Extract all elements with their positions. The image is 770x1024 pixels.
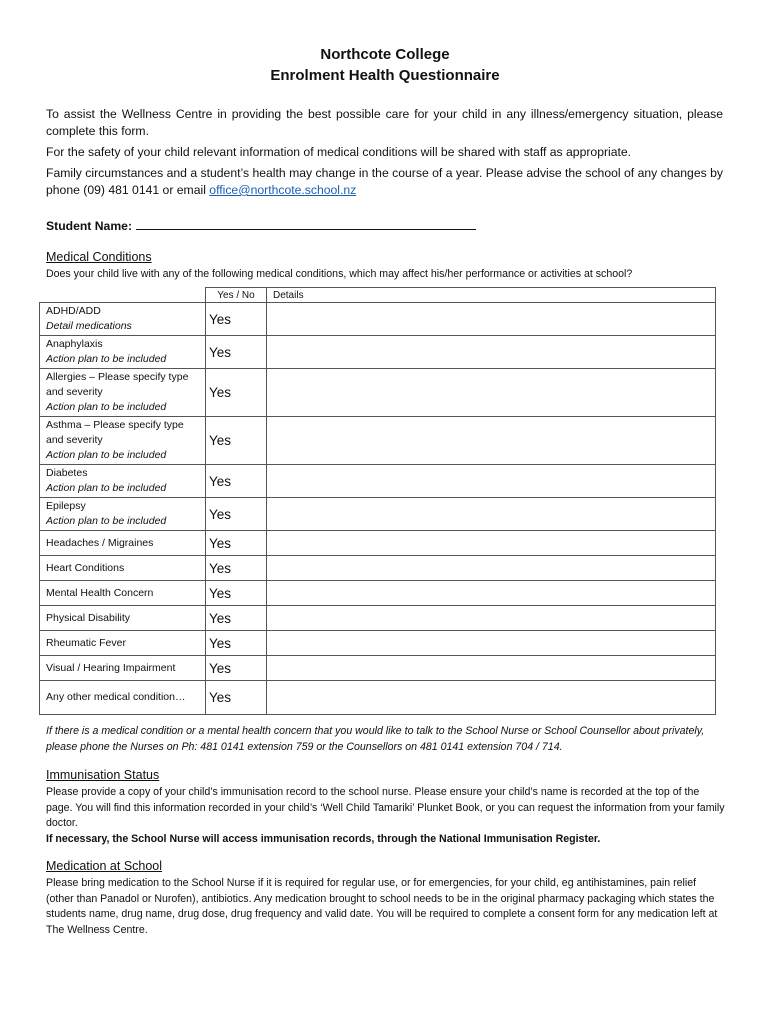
- condition-label: Anaphylaxis: [46, 338, 103, 350]
- condition-label: Allergies – Please specify type and severity: [46, 371, 189, 398]
- condition-label: Diabetes: [46, 467, 88, 479]
- condition-label: Any other medical condition…: [46, 691, 186, 703]
- immunisation-body: Please provide a copy of your child’s immunisation record to the school nurse. Please ensure your child’s name is recorded at the top of the page. You will find this information recorded in your child’s ‘Well Child Tamariki’ Plunket Book, or you can request the information from your family doctor.: [46, 786, 725, 829]
- condition-details-field[interactable]: [267, 631, 716, 656]
- intro-paragraph-2: For the safety of your child relevant information of medical conditions will be shared with staff as appropriate.: [46, 145, 632, 159]
- header-details: Details: [267, 288, 716, 303]
- immunisation-bold-note: If necessary, the School Nurse will access immunisation records, through the National Immunisation Register.: [46, 832, 601, 845]
- condition-details-field[interactable]: [267, 606, 716, 631]
- condition-details-field[interactable]: [267, 531, 716, 556]
- condition-row: [40, 417, 716, 465]
- condition-label-cell: [40, 417, 206, 465]
- condition-answer-field[interactable]: Yes: [206, 303, 267, 336]
- condition-label-cell: [40, 336, 206, 369]
- condition-details-field[interactable]: [267, 303, 716, 336]
- condition-row: [40, 531, 716, 556]
- condition-details-field[interactable]: [267, 417, 716, 465]
- condition-details-field[interactable]: [267, 498, 716, 531]
- condition-label-cell: [40, 303, 206, 336]
- condition-label: Mental Health Concern: [46, 586, 154, 599]
- email-link[interactable]: office@northcote.school.nz: [209, 183, 357, 197]
- condition-answer-field[interactable]: Yes: [206, 369, 267, 417]
- condition-note: Detail medications: [46, 320, 132, 332]
- condition-row: [40, 631, 716, 656]
- condition-label: Headaches / Migraines: [46, 536, 154, 549]
- immunisation-text: [46, 785, 726, 847]
- condition-row: [40, 498, 716, 531]
- header-blank: [40, 288, 206, 303]
- student-name-line[interactable]: [136, 218, 476, 230]
- condition-label-cell: [40, 556, 206, 581]
- condition-details-field[interactable]: [267, 656, 716, 681]
- medical-conditions-question: Does your child live with any of the following medical conditions, which may affect his/her performance or activities at school?: [46, 268, 633, 280]
- condition-label: Physical Disability: [46, 611, 131, 624]
- condition-note: Action plan to be included: [46, 482, 167, 494]
- condition-row: [40, 681, 716, 715]
- condition-label-cell: [40, 498, 206, 531]
- counsellor-note: If there is a medical condition or a mental health concern that you would like to talk to the School Nurse or School Counsellor about privately, please phone the Nurses on Ph: 481 0141 extension 759 or the Counsellors on 481 0141 extension 704 / 714.: [46, 725, 705, 753]
- intro-paragraph-3-text: Family circumstances and a student’s health may change in the course of a year. Please advise the school of any changes by phone (09) 481 0141 or email: [46, 166, 723, 197]
- condition-answer-field[interactable]: Yes: [206, 581, 267, 606]
- condition-label-cell: [40, 656, 206, 681]
- medication-heading: Medication at School: [46, 859, 163, 873]
- medical-conditions-table: [39, 287, 716, 715]
- condition-details-field[interactable]: [267, 681, 716, 715]
- medical-conditions-heading: Medical Conditions: [46, 250, 152, 264]
- condition-label-cell: [40, 681, 206, 715]
- condition-answer-field[interactable]: Yes: [206, 465, 267, 498]
- school-name: Northcote College: [320, 46, 450, 63]
- condition-answer-field[interactable]: Yes: [206, 656, 267, 681]
- condition-answer-field[interactable]: Yes: [206, 498, 267, 531]
- form-title: Enrolment Health Questionnaire: [270, 67, 500, 84]
- condition-label: Rheumatic Fever: [46, 636, 126, 649]
- condition-label: ADHD/ADD: [46, 305, 101, 317]
- condition-details-field[interactable]: [267, 556, 716, 581]
- condition-details-field[interactable]: [267, 369, 716, 417]
- condition-answer-field[interactable]: Yes: [206, 556, 267, 581]
- condition-row: [40, 369, 716, 417]
- intro-paragraph-1: To assist the Wellness Centre in providing the best possible care for your child in any illness/emergency situation, please complete this form.: [46, 107, 723, 138]
- condition-label: Heart Conditions: [46, 561, 125, 574]
- condition-details-field[interactable]: [267, 465, 716, 498]
- immunisation-heading: Immunisation Status: [46, 768, 160, 782]
- condition-details-field[interactable]: [267, 581, 716, 606]
- student-name-field[interactable]: [46, 218, 476, 233]
- condition-row: [40, 303, 716, 336]
- condition-answer-field[interactable]: Yes: [206, 531, 267, 556]
- condition-answer-field[interactable]: Yes: [206, 631, 267, 656]
- condition-answer-field[interactable]: Yes: [206, 681, 267, 715]
- condition-answer-field[interactable]: Yes: [206, 606, 267, 631]
- condition-row: [40, 336, 716, 369]
- condition-answer-field[interactable]: Yes: [206, 417, 267, 465]
- condition-row: [40, 656, 716, 681]
- condition-note: Action plan to be included: [46, 449, 167, 461]
- student-name-label: Student Name:: [46, 219, 132, 233]
- condition-label-cell: [40, 631, 206, 656]
- header-yes-no: Yes / No: [206, 288, 267, 303]
- condition-label: Asthma – Please specify type and severity: [46, 419, 184, 446]
- condition-row: [40, 556, 716, 581]
- condition-label-cell: [40, 581, 206, 606]
- condition-note: Action plan to be included: [46, 401, 167, 413]
- condition-row: [40, 606, 716, 631]
- condition-label-cell: [40, 369, 206, 417]
- condition-row: [40, 465, 716, 498]
- condition-label: Visual / Hearing Impairment: [46, 661, 176, 674]
- condition-label-cell: [40, 531, 206, 556]
- condition-label: Epilepsy: [46, 500, 86, 512]
- condition-answer-field[interactable]: Yes: [206, 336, 267, 369]
- medication-text: Please bring medication to the School Nurse if it is required for regular use, or for emergencies, for your child, eg antihistamines, pain relief (other than Panadol or Nurofen), antibiotics. Any medication brought to school needs to be in the original pharmacy packaging which states the students name, drug name, drug dose, drug frequency and valid date. You will be required to complete a consent form for any medication left at The Wellness Centre.: [46, 877, 718, 936]
- condition-details-field[interactable]: [267, 336, 716, 369]
- condition-row: [40, 581, 716, 606]
- condition-label-cell: [40, 606, 206, 631]
- condition-note: Action plan to be included: [46, 515, 167, 527]
- condition-label-cell: [40, 465, 206, 498]
- condition-note: Action plan to be included: [46, 353, 167, 365]
- intro-paragraph-3: [46, 165, 723, 199]
